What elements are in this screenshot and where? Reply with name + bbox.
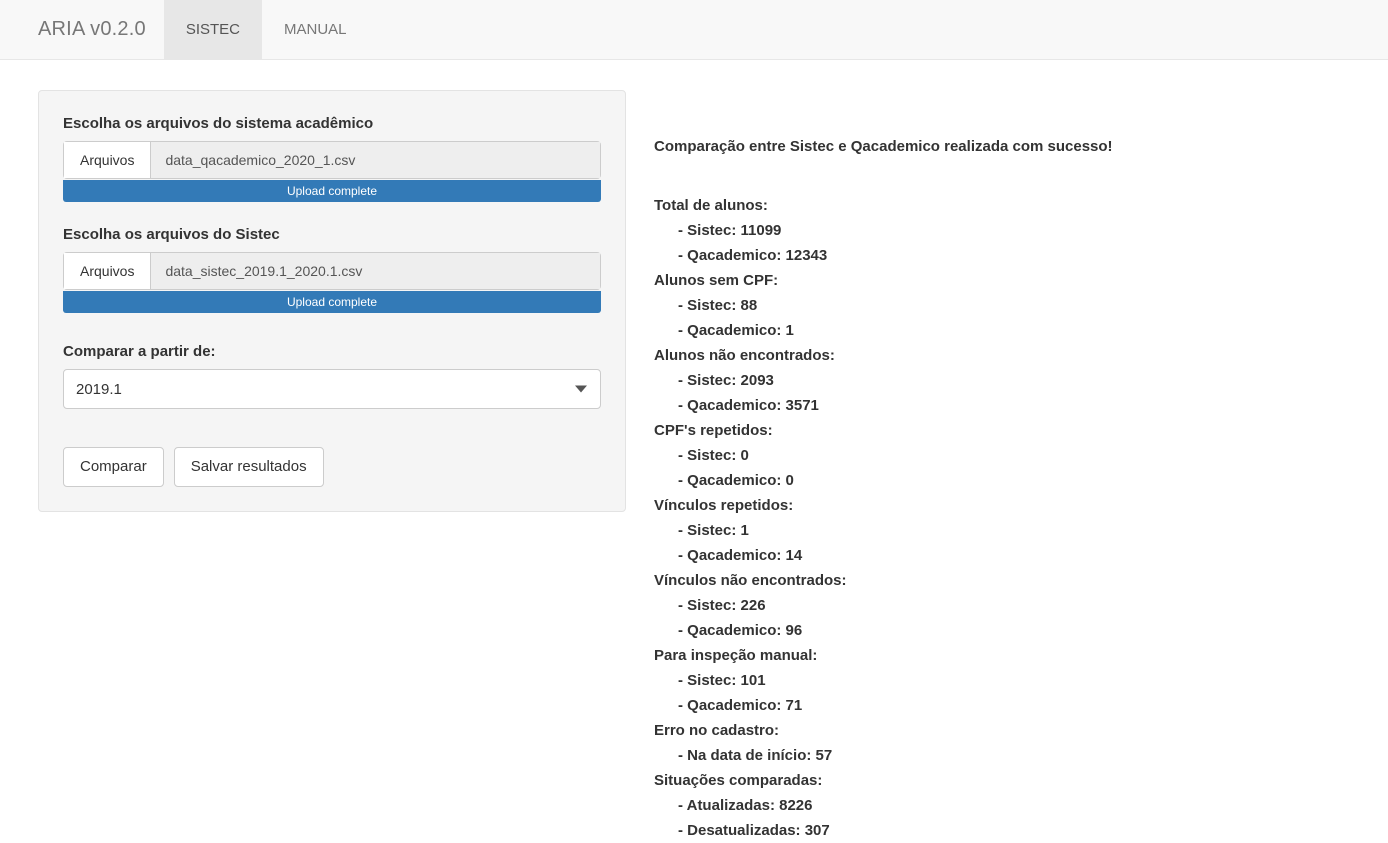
- result-item: - Sistec: 0: [678, 447, 749, 464]
- result-item: - Sistec: 2093: [678, 372, 774, 389]
- save-results-button[interactable]: Salvar resultados: [174, 447, 324, 487]
- result-item: - Qacademico: 3571: [678, 397, 819, 414]
- sistec-upload-progress: Upload complete: [63, 291, 601, 313]
- page-body: [0, 60, 1388, 843]
- form-actions: [63, 447, 601, 487]
- left-column: [0, 60, 626, 512]
- app-brand[interactable]: ARIA v0.2.0: [38, 18, 146, 40]
- result-group-label: Vínculos não encontrados:: [654, 572, 847, 589]
- result-item: - Na data de início: 57: [678, 747, 833, 764]
- results-list: [654, 193, 1388, 843]
- spacer-1: [63, 208, 601, 226]
- result-item: - Qacademico: 12343: [678, 247, 828, 264]
- academic-browse-button[interactable]: Arquivos: [64, 142, 151, 178]
- result-item: - Qacademico: 1: [678, 322, 794, 339]
- result-item: - Qacademico: 71: [678, 697, 803, 714]
- result-item: - Sistec: 11099: [678, 222, 782, 239]
- sistec-file-row[interactable]: [63, 252, 601, 290]
- academic-files-label: Escolha os arquivos do sistema acadêmico: [63, 115, 374, 132]
- result-group-label: Alunos não encontrados:: [654, 347, 835, 364]
- academic-file-row[interactable]: [63, 141, 601, 179]
- comparison-form-panel: [38, 90, 626, 512]
- period-select-wrap: [63, 369, 601, 409]
- compare-from-label: Comparar a partir de:: [63, 343, 216, 360]
- sistec-file-group: [63, 252, 601, 313]
- result-group-label: Erro no cadastro:: [654, 722, 780, 739]
- result-item: - Sistec: 1: [678, 522, 749, 539]
- result-group-label: Vínculos repetidos:: [654, 497, 794, 514]
- sistec-browse-button[interactable]: Arquivos: [64, 253, 151, 289]
- academic-upload-progress: Upload complete: [63, 180, 601, 202]
- sistec-files-label: Escolha os arquivos do Sistec: [63, 226, 280, 243]
- spacer-2: [63, 319, 601, 343]
- result-item: - Atualizadas: 8226: [678, 797, 813, 814]
- result-group-label: Alunos sem CPF:: [654, 272, 779, 289]
- results-column: [626, 60, 1388, 843]
- result-item: - Sistec: 88: [678, 297, 758, 314]
- result-group-label: Total de alunos:: [654, 197, 768, 214]
- result-item: - Qacademico: 0: [678, 472, 794, 489]
- period-select[interactable]: [63, 369, 601, 409]
- result-group-label: CPF's repetidos:: [654, 422, 773, 439]
- sistec-file-name: data_sistec_2019.1_2020.1.csv: [151, 253, 600, 289]
- top-navbar: [0, 0, 1388, 60]
- result-group-label: Situações comparadas:: [654, 772, 823, 789]
- result-group-label: Para inspeção manual:: [654, 647, 818, 664]
- tab-sistec[interactable]: SISTEC: [164, 0, 262, 59]
- result-item: - Qacademico: 96: [678, 622, 803, 639]
- result-item: - Sistec: 226: [678, 597, 766, 614]
- results-title: Comparação entre Sistec e Qacademico realizada com sucesso!: [654, 138, 1113, 155]
- result-item: - Qacademico: 14: [678, 547, 803, 564]
- compare-button[interactable]: Comparar: [63, 447, 164, 487]
- academic-file-name: data_qacademico_2020_1.csv: [151, 142, 600, 178]
- result-item: - Desatualizadas: 307: [678, 822, 830, 839]
- academic-file-group: [63, 141, 601, 202]
- tab-manual[interactable]: MANUAL: [284, 21, 347, 38]
- result-item: - Sistec: 101: [678, 672, 766, 689]
